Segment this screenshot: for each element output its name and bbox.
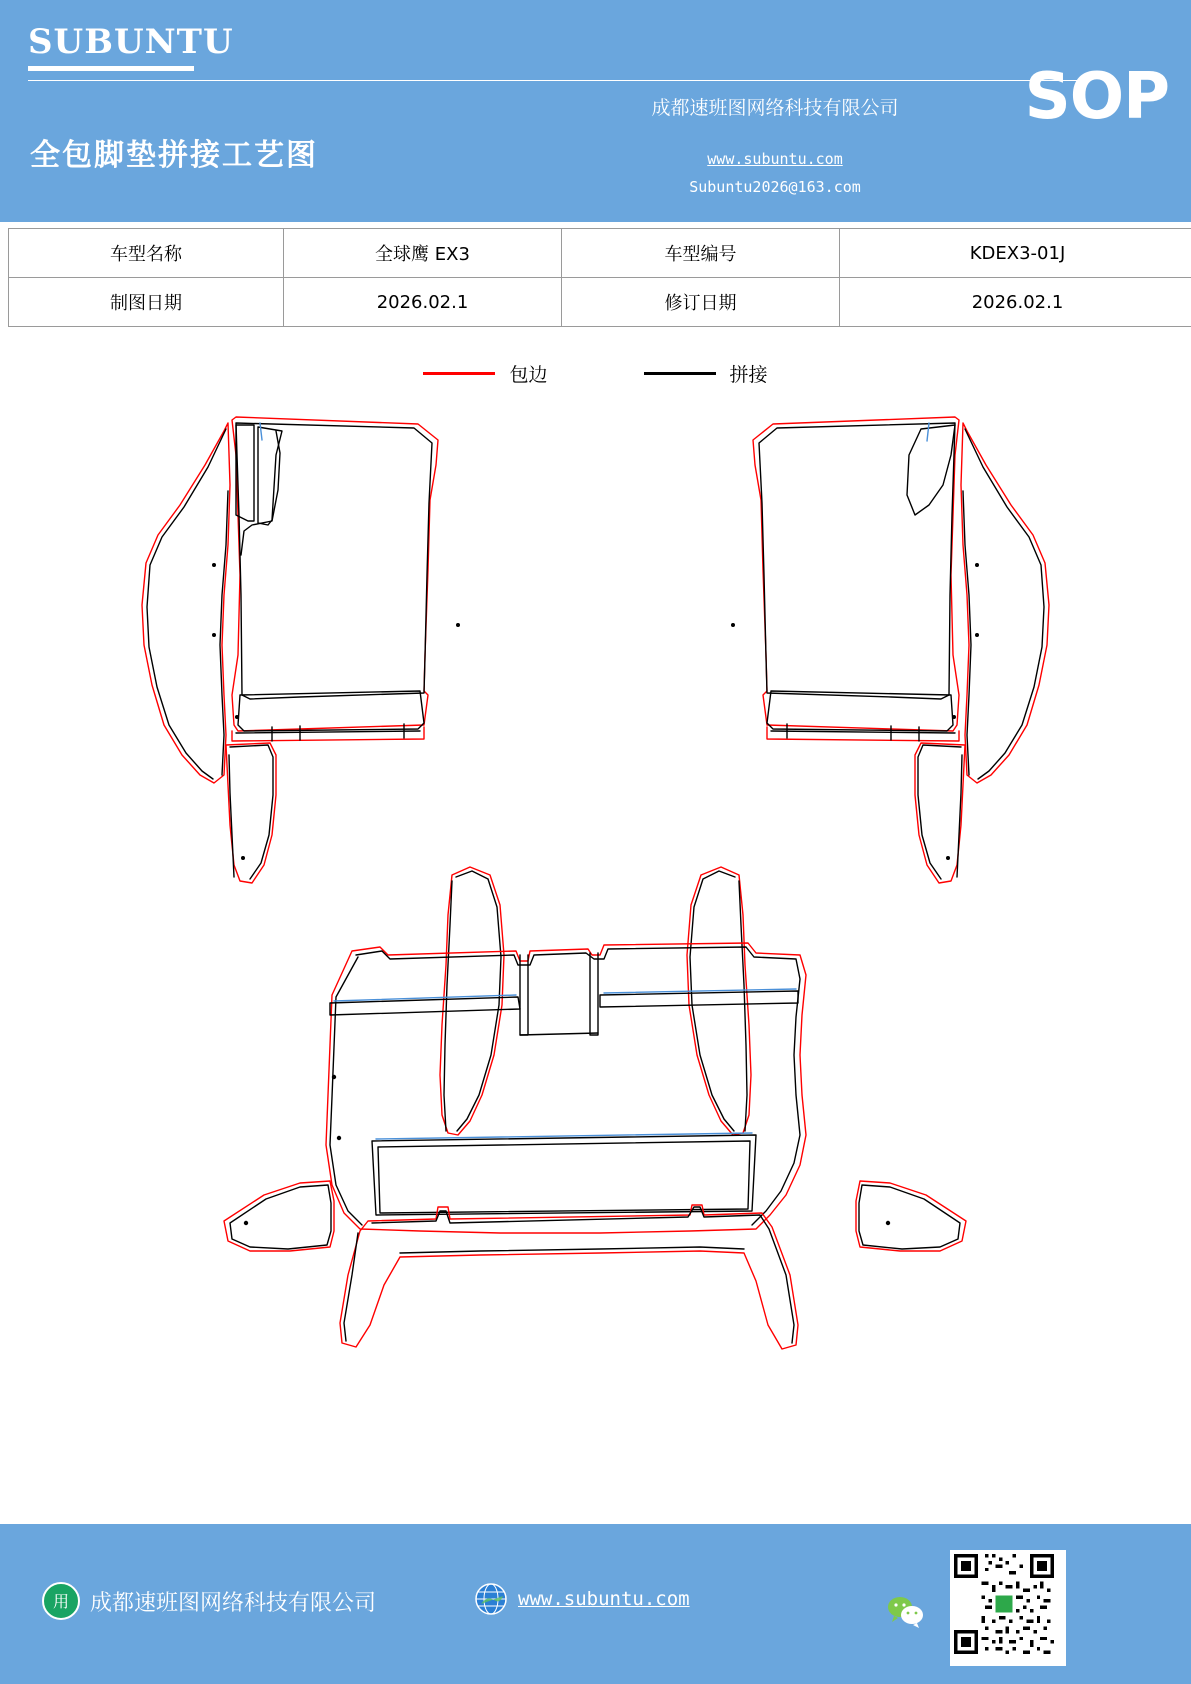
- qr-code-icon: [950, 1550, 1066, 1666]
- part-left-front-mat: [142, 417, 504, 1135]
- label-model-name: 车型名称: [9, 229, 284, 278]
- vehicle-info-table: [8, 228, 1191, 327]
- brand-underline: [28, 66, 194, 71]
- legend-label-binding: 包边: [509, 364, 548, 386]
- value-model-name: 全球鹰 EX3: [284, 229, 562, 278]
- page-title: 全包脚垫拼接工艺图: [30, 138, 318, 173]
- wechat-icon: [886, 1594, 926, 1633]
- header-company-name: 成都速班图网络科技有限公司: [651, 97, 899, 119]
- red-line-icon: [423, 372, 495, 375]
- part-rear-mat: [224, 943, 966, 1349]
- footer-company-name: 成都速班图网络科技有限公司: [90, 1591, 377, 1616]
- header-email: Subuntu2026@163.com: [689, 178, 861, 196]
- table-row: [9, 229, 1191, 278]
- svg-text:用: 用: [52, 1592, 70, 1611]
- label-draw-date: 制图日期: [9, 278, 284, 327]
- table-row: [9, 278, 1191, 327]
- value-revision-date: 2026.02.1: [840, 278, 1191, 327]
- legend-item-binding: [423, 360, 547, 387]
- part-right-front-mat: [687, 417, 1049, 1135]
- header-divider: [28, 80, 1088, 81]
- gov-badge-icon: [42, 1582, 80, 1625]
- legend-item-splice: [644, 360, 768, 387]
- drawing-svg: [0, 395, 1191, 1425]
- legend-label-splice: 拼接: [729, 364, 768, 386]
- legend: [0, 360, 1191, 387]
- footer-website-link[interactable]: www.subuntu.com: [518, 1588, 690, 1610]
- label-model-code: 车型编号: [562, 229, 840, 278]
- header-website-link[interactable]: www.subuntu.com: [707, 150, 843, 168]
- page-header: [0, 0, 1191, 222]
- label-revision-date: 修订日期: [562, 278, 840, 327]
- black-line-icon: [644, 372, 716, 375]
- value-model-code: KDEX3-01J: [840, 229, 1191, 278]
- doc-type-badge: SOP: [1024, 60, 1169, 134]
- floor-mat-drawing: [0, 395, 1191, 1425]
- page-footer: [0, 1524, 1191, 1684]
- brand-logo: SUBUNTU: [28, 22, 234, 62]
- globe-icon: [474, 1582, 508, 1621]
- value-draw-date: 2026.02.1: [284, 278, 562, 327]
